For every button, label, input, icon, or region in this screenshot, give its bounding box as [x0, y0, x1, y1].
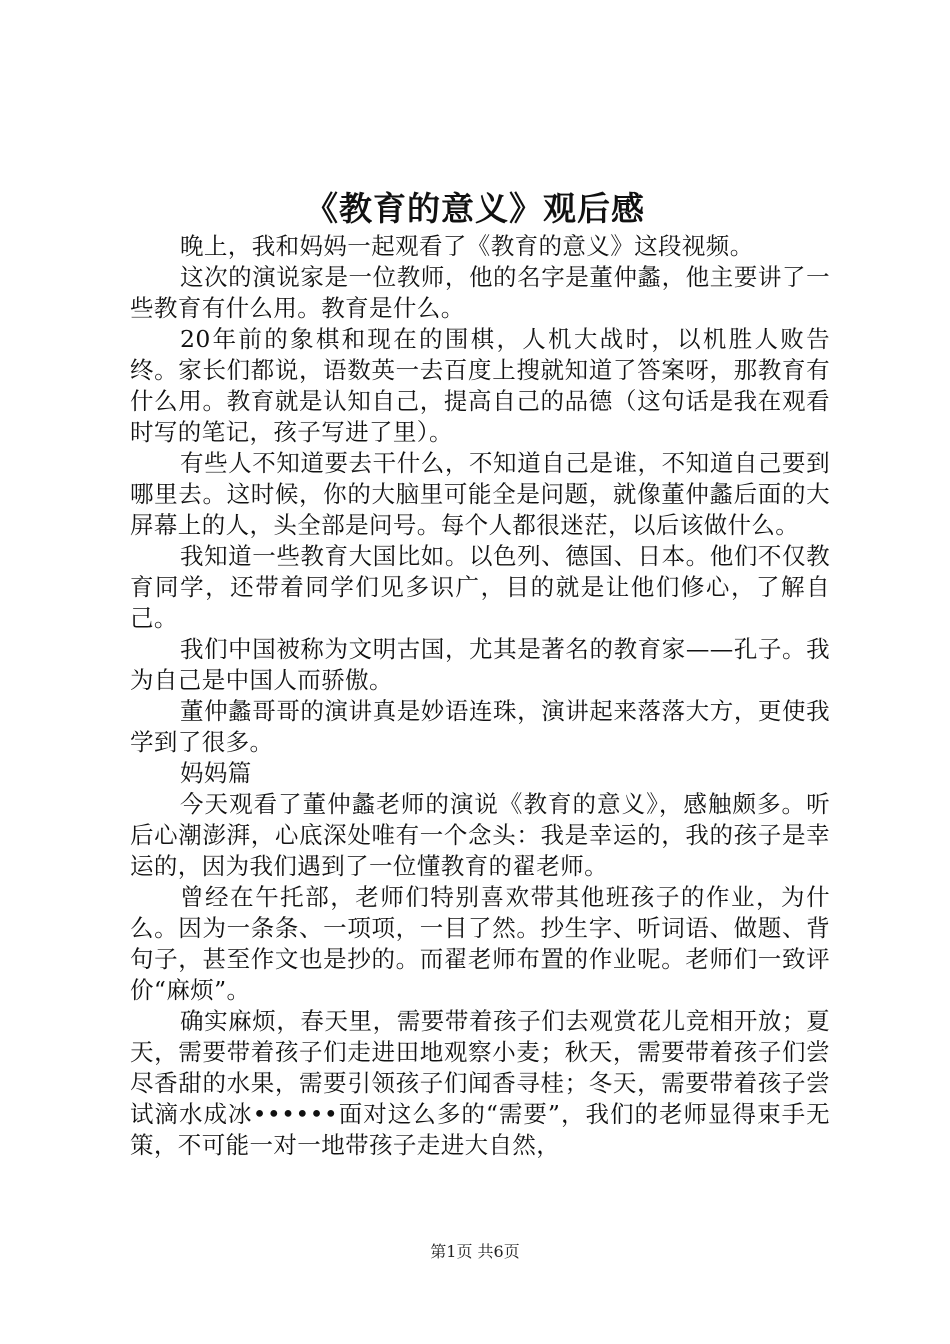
document-body: [130, 231, 830, 1161]
paragraph: 我知道一些教育大国比如。以色列、德国、日本。他们不仅教育同学，还带着同学们见多识广，目的就是让他们修心，了解自己。: [130, 542, 830, 632]
paragraph: 确实麻烦，春天里，需要带着孩子们去观赏花儿竞相开放；夏天，需要带着孩子们走进田地观察小麦；秋天，需要带着孩子们尝尽香甜的水果，需要引领孩子们闻香寻桂；冬天，需要带着孩子尝试滴水成冰••••••面对这么多的“需要”，我们的老师显得束手无策，不可能一对一地带孩子走进大自然，: [130, 1007, 830, 1159]
paragraph: 曾经在午托部，老师们特别喜欢带其他班孩子的作业，为什么。因为一条条、一项项，一目了然。抄生字、听词语、做题、背句子，甚至作文也是抄的。而翟老师布置的作业呢。老师们一致评价“麻烦”。: [130, 883, 830, 1004]
paragraph: 这次的演说家是一位教师，他的名字是董仲蠡，他主要讲了一些教育有什么用。教育是什么。: [130, 263, 830, 322]
paragraph: 我们中国被称为文明古国，尤其是著名的教育家——孔子。我为自己是中国人而骄傲。: [130, 635, 830, 694]
page-number: 第1页 共6页: [430, 1242, 520, 1261]
section-heading-mother: 妈妈篇: [180, 759, 252, 787]
paragraph: 晚上，我和妈妈一起观看了《教育的意义》这段视频。: [180, 232, 754, 260]
paragraph: 今天观看了董仲蠡老师的演说《教育的意义》，感触颇多。听后心潮澎湃，心底深处唯有一个念头：我是幸运的，我的孩子是幸运的，因为我们遇到了一位懂教育的翟老师。: [130, 790, 830, 880]
paragraph: 董仲蠡哥哥的演讲真是妙语连珠，演讲起来落落大方，更使我学到了很多。: [130, 697, 830, 756]
paragraph: 20年前的象棋和现在的围棋，人机大战时，以机胜人败告终。家长们都说，语数英一去百度上搜就知道了答案呀，那教育有什么用。教育就是认知自己，提高自己的品德（这句话是我在观看时写的笔记，孩子写进了里）。: [130, 325, 830, 446]
paragraph: 有些人不知道要去干什么，不知道自己是谁，不知道自己要到哪里去。这时候，你的大脑里可能全是问题，就像董仲蠡后面的大屏幕上的人，头全部是问号。每个人都很迷茫，以后该做什么。: [130, 449, 830, 539]
document-title: 《教育的意义》观后感: [305, 189, 645, 228]
